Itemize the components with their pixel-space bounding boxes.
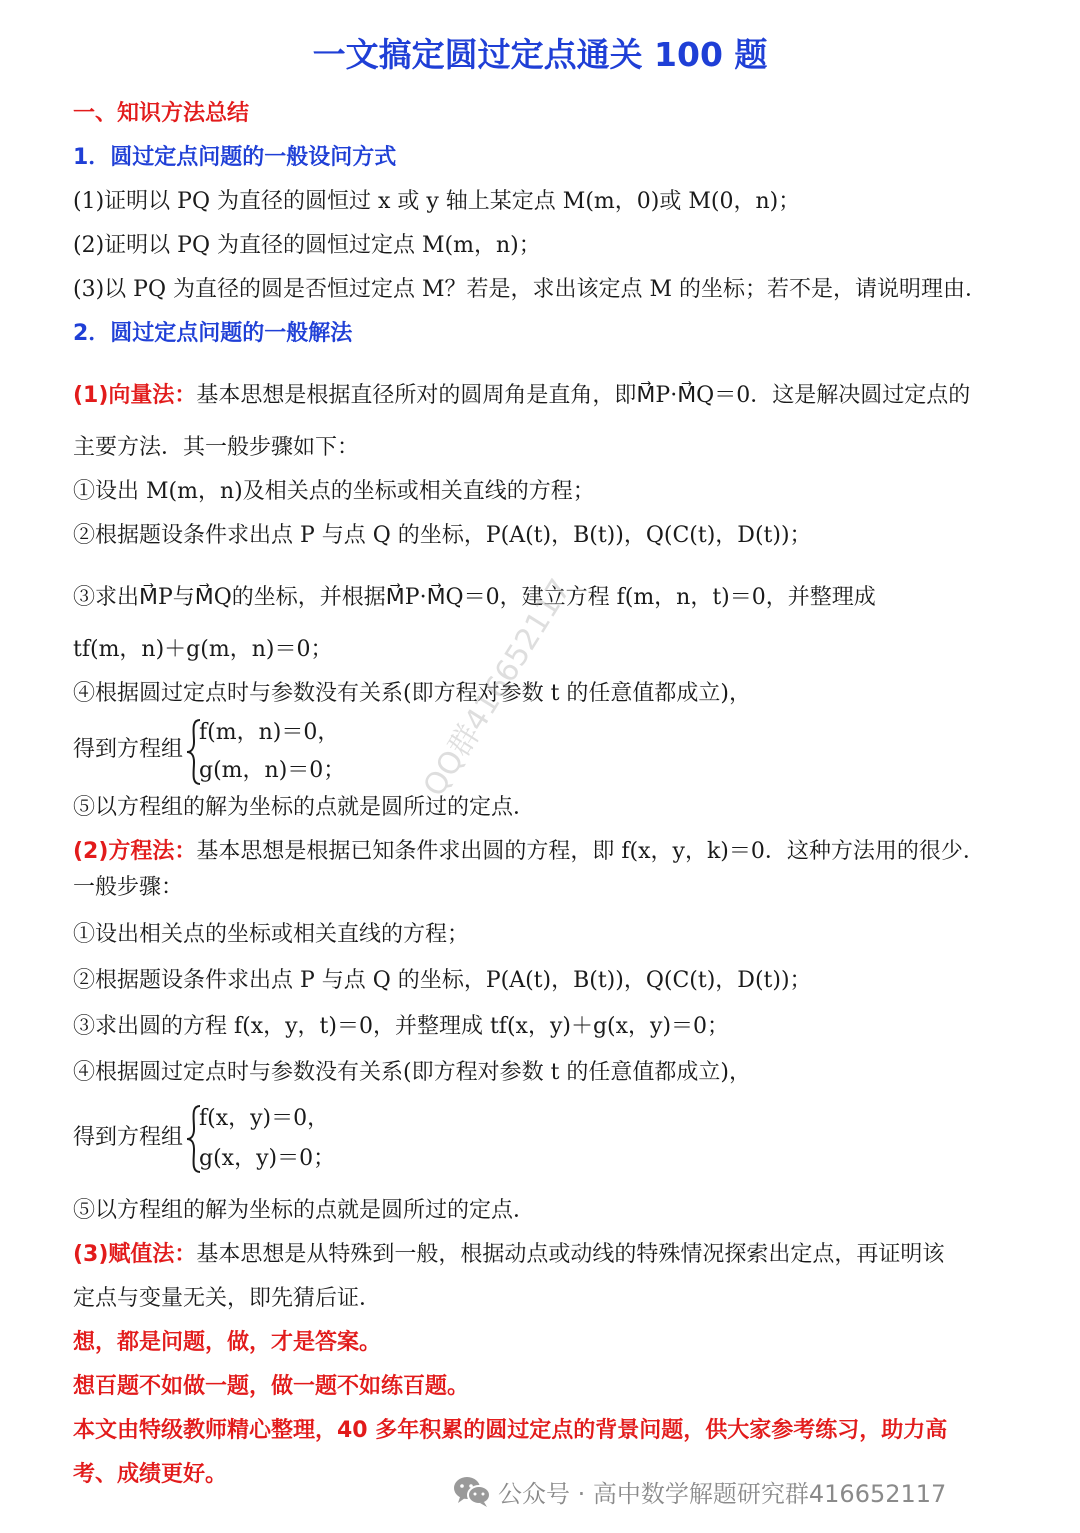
text-line: 一般步骤： (73, 875, 184, 900)
text-line: (2)证明以 PQ 为直径的圆恒过定点 M(m，n)； (73, 233, 541, 258)
text-line: ②根据题设条件求出点 P 与点 Q 的坐标，P(A(t)，B(t))，Q(C(t)，D(t))； (73, 968, 812, 993)
intro-note: 考、成绩更好。 (73, 1462, 228, 1487)
equation-system-label: 得到方程组 (73, 1125, 184, 1150)
text-line: ②根据题设条件求出点 P 与点 Q 的坐标，P(A(t)，B(t))，Q(C(t)，D(t))； (73, 523, 812, 548)
text-line: (3)以 PQ 为直径的圆是否恒过定点 M？若是，求出该定点 M 的坐标；若不是，请说明理由． (73, 277, 988, 302)
page-title: 一文搞定圆过定点通关 100 题 (312, 35, 768, 74)
equation-system-label: 得到方程组 (73, 737, 184, 762)
section-heading-knowledge: 一、知识方法总结 (73, 101, 250, 126)
text-line: (1)证明以 PQ 为直径的圆恒过 x 或 y 轴上某定点 M(m，0)或 M(0，n)； (73, 189, 801, 214)
wechat-icon (452, 1474, 492, 1508)
equation-system (73, 1104, 373, 1174)
text-line: ③求出圆的方程 f(x，y，t)＝0，并整理成 tf(x，y)＋g(x，y)＝0； (73, 1014, 730, 1039)
text-span: 基本思想是从特殊到一般，根据动点或动线的特殊情况探索出定点，再证明该 (196, 1242, 945, 1267)
vector-method-label: (1)向量法： (73, 383, 197, 408)
text-line: ④根据圆过定点时与参数没有关系(即方程对参数 t 的任意值都成立)， (73, 1060, 751, 1085)
equation-method-line (73, 837, 985, 867)
text-line: tf(m，n)＋g(m，n)＝0； (73, 637, 333, 662)
text-line: ⑤以方程组的解为坐标的点就是圆所过的定点． (73, 795, 536, 820)
text-line: 定点与变量无关，即先猜后证． (73, 1286, 382, 1311)
motto-line: 想百题不如做一题，做一题不如练百题。 (73, 1374, 470, 1399)
text-line: ①设出相关点的坐标或相关直线的方程； (73, 922, 470, 947)
text-line: ④根据圆过定点时与参数没有关系(即方程对参数 t 的任意值都成立)， (73, 681, 751, 706)
footer-attribution (452, 1471, 946, 1511)
text-line: ⑤以方程组的解为坐标的点就是圆所过的定点． (73, 1198, 536, 1223)
equation-system (73, 718, 373, 786)
vector-method-line (73, 381, 970, 411)
text-line: 主要方法．其一般步骤如下： (73, 435, 360, 460)
text-span: 基本思想是根据已知条件求出圆的方程，即 f(x，y，k)＝0．这种方法用的很少． (196, 839, 985, 864)
subheading-solution-methods: 2．圆过定点问题的一般解法 (73, 321, 353, 346)
equation-row: f(m，n)＝0， (199, 720, 340, 745)
equation-row: g(x，y)＝0； (199, 1146, 336, 1171)
equation-method-label: (2)方程法： (73, 839, 197, 864)
footer-text: 公众号 · 高中数学解题研究群416652117 (498, 1479, 947, 1508)
text-line: ①设出 M(m，n)及相关点的坐标或相关直线的方程； (73, 479, 595, 504)
subheading-question-forms: 1．圆过定点问题的一般设问方式 (73, 145, 397, 170)
equation-row: f(x，y)＝0， (199, 1106, 330, 1131)
text-span: 基本思想是根据直径所对的圆周角是直角，即M⃗P·M⃗Q＝0．这是解决圆过定点的 (196, 383, 971, 408)
assignment-method-line (73, 1240, 944, 1270)
equation-row: g(m，n)＝0； (199, 758, 346, 783)
intro-note: 本文由特级教师精心整理，40 多年积累的圆过定点的背景问题，供大家参考练习，助力高 (73, 1418, 948, 1443)
watermark: QQ群416652117 (416, 573, 579, 803)
motto-line: 想，都是问题，做，才是答案。 (73, 1330, 382, 1355)
assignment-method-label: (3)赋值法： (73, 1242, 197, 1267)
text-line: ③求出M⃗P与M⃗Q的坐标，并根据M⃗P·M⃗Q＝0，建立方程 f(m，n，t)＝0，并整理成 (73, 585, 876, 610)
